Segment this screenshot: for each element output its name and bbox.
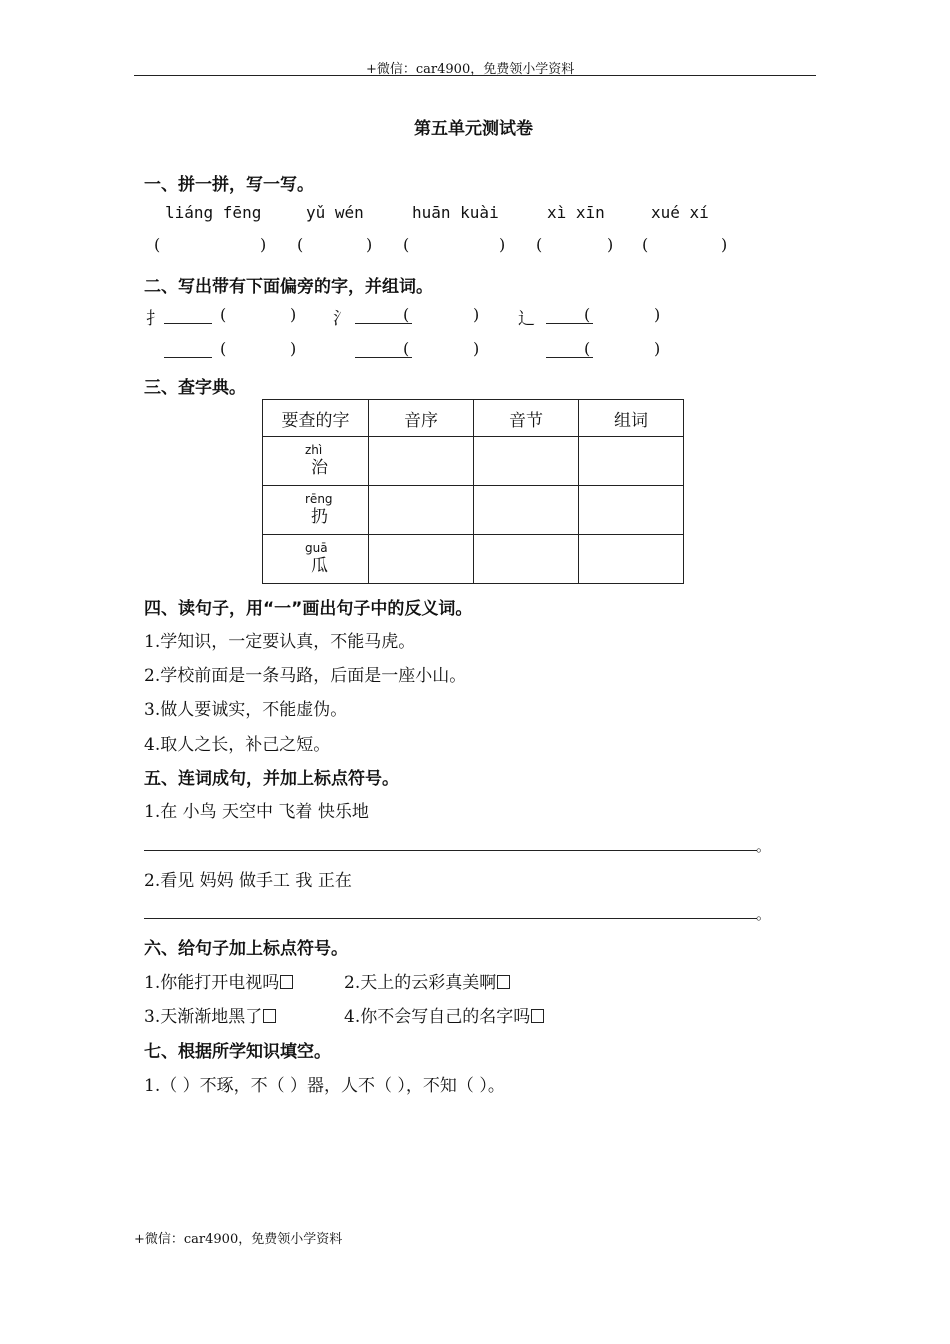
answer-line[interactable]	[144, 918, 757, 919]
answer-paren-open: (	[220, 339, 227, 358]
answer-paren-open: (	[403, 235, 410, 254]
punctuation-box[interactable]	[263, 1009, 276, 1023]
char-pinyin: rēng	[305, 492, 333, 506]
char-glyph: 瓜	[311, 556, 328, 576]
punctuation-box[interactable]	[497, 975, 510, 989]
answer-cell[interactable]	[579, 535, 684, 584]
footer-note: +微信：car4900，免费领小学资料	[134, 1232, 343, 1247]
punctuation-item	[344, 1002, 544, 1027]
answer-blank[interactable]	[164, 357, 212, 358]
lookup-char-cell	[263, 535, 369, 584]
sentence-item: 2.学校前面是一条马路，后面是一座小山。	[144, 666, 467, 686]
radical-water: 氵	[333, 309, 350, 329]
answer-paren-close: )	[260, 235, 267, 254]
column-header: 组词	[579, 400, 684, 437]
fill-in-item: 1.（ ）不琢，不（ ）器，人不（ ），不知（ ）。	[144, 1076, 505, 1096]
column-header: 要查的字	[263, 400, 369, 437]
dictionary-table	[262, 399, 684, 584]
answer-paren-open: (	[220, 305, 227, 324]
answer-line[interactable]	[144, 850, 757, 851]
header-divider	[134, 75, 816, 76]
radical-hand: 扌	[146, 309, 163, 329]
table-row	[263, 535, 684, 584]
answer-paren-close: )	[499, 235, 506, 254]
pinyin-4: xì xīn	[547, 203, 605, 222]
section-7-heading: 七、根据所学知识填空。	[144, 1042, 331, 1062]
table-row	[263, 486, 684, 535]
word-group: 1.在 小鸟 天空中 飞着 快乐地	[144, 802, 369, 822]
header-note: +微信：car4900，免费领小学资料	[366, 62, 575, 77]
lookup-char-cell	[263, 437, 369, 486]
punctuation-item-text: 3.天渐渐地黑了	[144, 1007, 263, 1027]
punctuation-item	[144, 1002, 276, 1027]
radical-walk: 辶	[518, 309, 535, 329]
page-title: 第五单元测试卷	[414, 119, 533, 139]
answer-paren-open: (	[297, 235, 304, 254]
answer-paren-open: (	[403, 339, 410, 358]
column-header: 音节	[474, 400, 579, 437]
sentence-item: 3.做人要诚实，不能虚伪。	[144, 700, 348, 720]
answer-paren-close: )	[366, 235, 373, 254]
answer-paren-open: (	[584, 305, 591, 324]
punctuation-item-text: 1.你能打开电视吗	[144, 973, 280, 993]
punctuation-box[interactable]	[531, 1009, 544, 1023]
answer-paren-close: )	[290, 305, 297, 324]
sentence-item: 4.取人之长，补己之短。	[144, 735, 331, 755]
answer-cell[interactable]	[369, 486, 474, 535]
answer-blank[interactable]	[164, 323, 212, 324]
section-3-heading: 三、查字典。	[144, 378, 246, 398]
answer-paren-close: )	[654, 305, 661, 324]
answer-paren-open: (	[642, 235, 649, 254]
pinyin-3: huān kuài	[412, 203, 499, 222]
answer-cell[interactable]	[579, 437, 684, 486]
period-mark: 。	[756, 837, 772, 855]
answer-cell[interactable]	[369, 535, 474, 584]
lookup-char-cell	[263, 486, 369, 535]
period-mark: 。	[756, 905, 772, 923]
answer-cell[interactable]	[474, 535, 579, 584]
char-glyph: 扔	[311, 507, 328, 527]
table-row	[263, 437, 684, 486]
char-pinyin: guā	[305, 541, 328, 555]
answer-paren-close: )	[607, 235, 614, 254]
answer-cell[interactable]	[474, 486, 579, 535]
answer-paren-open: (	[403, 305, 410, 324]
column-header: 音序	[369, 400, 474, 437]
section-2-heading: 二、写出带有下面偏旁的字，并组词。	[144, 277, 433, 297]
pinyin-2: yǔ wén	[306, 203, 364, 222]
table-header-row	[263, 400, 684, 437]
sentence-item: 1.学知识，一定要认真，不能马虎。	[144, 632, 416, 652]
punctuation-item	[144, 968, 293, 993]
answer-paren-close: )	[473, 339, 480, 358]
answer-cell[interactable]	[369, 437, 474, 486]
word-group: 2.看见 妈妈 做手工 我 正在	[144, 871, 352, 891]
char-glyph: 治	[311, 458, 328, 478]
punctuation-box[interactable]	[280, 975, 293, 989]
section-5-heading: 五、连词成句，并加上标点符号。	[144, 769, 399, 789]
answer-paren-open: (	[584, 339, 591, 358]
answer-paren-close: )	[473, 305, 480, 324]
section-6-heading: 六、给句子加上标点符号。	[144, 939, 348, 959]
answer-cell[interactable]	[474, 437, 579, 486]
section-4-heading: 四、读句子，用“一”画出句子中的反义词。	[144, 599, 473, 619]
punctuation-item-text: 2.天上的云彩真美啊	[344, 973, 497, 993]
section-1-heading: 一、拼一拼，写一写。	[144, 175, 314, 195]
pinyin-5: xué xí	[651, 203, 709, 222]
answer-paren-close: )	[654, 339, 661, 358]
punctuation-item-text: 4.你不会写自己的名字吗	[344, 1007, 531, 1027]
answer-paren-open: (	[154, 235, 161, 254]
answer-paren-open: (	[536, 235, 543, 254]
answer-paren-close: )	[721, 235, 728, 254]
answer-paren-close: )	[290, 339, 297, 358]
punctuation-item	[344, 968, 510, 993]
answer-cell[interactable]	[579, 486, 684, 535]
char-pinyin: zhì	[305, 443, 323, 457]
pinyin-1: liáng fēng	[165, 203, 262, 222]
